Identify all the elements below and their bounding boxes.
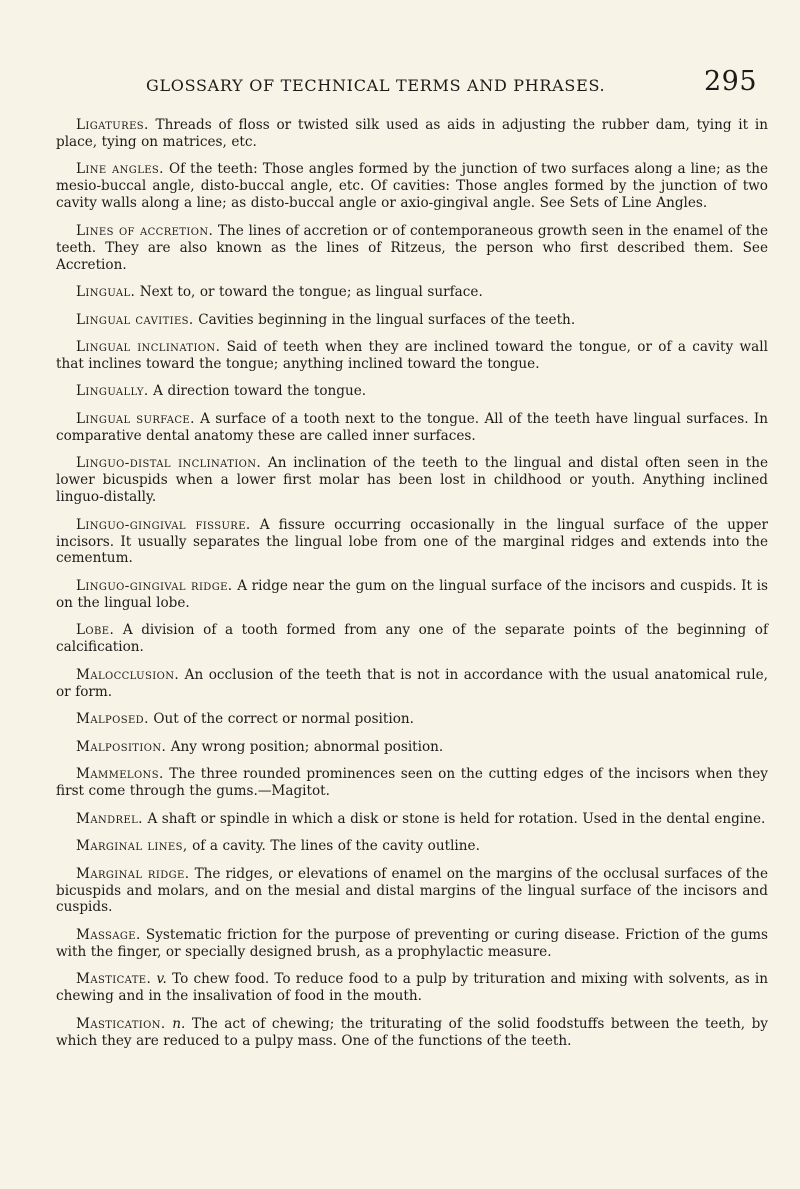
glossary-entry <box>56 766 768 800</box>
entry-part-of-speech: n. <box>172 1015 186 1032</box>
entry-definition: Cavities beginning in the lingual surfaces of the teeth. <box>198 311 576 328</box>
entry-term: Lobe. <box>76 622 115 639</box>
entry-definition: Systematic friction for the purpose of preventing or curing disease. Friction of the gums with the finger, or specially designed brush, as a prophylactic measure. <box>56 926 768 960</box>
entry-term: Lines of accretion. <box>76 222 214 239</box>
glossary-entry <box>56 161 768 212</box>
glossary-entry <box>56 517 768 568</box>
entry-definition: Next to, or toward the tongue; as lingual surface. <box>139 284 483 301</box>
running-title: GLOSSARY OF TECHNICAL TERMS AND PHRASES. <box>146 76 606 95</box>
entry-definition: Any wrong position; abnormal position. <box>170 738 444 755</box>
glossary-entry <box>56 223 768 274</box>
glossary-entries <box>56 117 768 1060</box>
entry-term: Marginal ridge. <box>76 865 190 882</box>
glossary-entry <box>56 455 768 506</box>
glossary-entry <box>56 711 768 728</box>
entry-term: Lingual surface. <box>76 410 195 427</box>
glossary-entry <box>56 838 768 855</box>
entry-term: Marginal lines, <box>76 838 188 855</box>
glossary-entry <box>56 667 768 701</box>
glossary-entry <box>56 1016 768 1050</box>
entry-term: Massage. <box>76 926 141 943</box>
entry-term: Lingual inclination. <box>76 339 221 356</box>
entry-term: Ligatures. <box>76 117 149 133</box>
entry-term: Lingual. <box>76 284 136 301</box>
glossary-entry <box>56 578 768 612</box>
glossary-entry <box>56 927 768 961</box>
entry-term: Mastication. <box>76 1015 166 1032</box>
entry-definition: A surface of a tooth next to the tongue. All of the teeth have lingual surfaces. In comparative dental anatomy these are called inner surfaces. <box>56 410 768 444</box>
entry-part-of-speech: v. <box>156 971 167 988</box>
entry-definition: A shaft or spindle in which a disk or stone is held for rotation. Used in the dental engine. <box>147 810 766 827</box>
glossary-entry <box>56 971 768 1005</box>
entry-term: Line angles. <box>76 161 164 178</box>
glossary-entry <box>56 411 768 445</box>
entry-definition: A ridge near the gum on the lingual surface of the incisors and cuspids. It is on the lingual lobe. <box>56 577 768 611</box>
entry-definition: Out of the correct or normal position. <box>153 711 414 728</box>
page-number: 295 <box>704 66 758 97</box>
entry-definition: An occlusion of the teeth that is not in accordance with the usual anatomical rule, or form. <box>56 666 768 700</box>
entry-term: Malposition. <box>76 738 167 755</box>
entry-definition: A direction toward the tongue. <box>153 383 367 400</box>
glossary-entry <box>56 811 768 828</box>
glossary-entry <box>56 117 768 151</box>
glossary-entry <box>56 284 768 301</box>
glossary-entry <box>56 312 768 329</box>
entry-term: Lingual cavities. <box>76 311 194 328</box>
entry-definition: An inclination of the teeth to the lingual and distal often seen in the lower bicuspids when a lower first molar has been lost in childhood or youth. Anything inclined linguo-distally. <box>56 455 769 506</box>
entry-term: Linguo-gingival ridge. <box>76 577 233 594</box>
entry-definition: A fissure occurring occasionally in the lingual surface of the upper incisors. It usually separates the lingual lobe from one of the marginal ridges and extends into the cementum. <box>56 516 768 567</box>
entry-term: Mammelons. <box>76 766 164 783</box>
glossary-entry <box>56 383 768 400</box>
entry-term: Mandrel. <box>76 810 143 827</box>
entry-definition: To chew food. To reduce food to a pulp by trituration and mixing with solvents, as in chewing and in the insalivation of food in the mouth. <box>56 971 768 1005</box>
glossary-entry <box>56 739 768 756</box>
entry-definition: Said of teeth when they are inclined toward the tongue, or of a cavity wall that inclines toward the tongue; anything inclined toward the tongue. <box>56 339 768 372</box>
entry-term: Linguo-gingival fissure. <box>76 516 251 533</box>
entry-term: Lingually. <box>76 383 149 400</box>
entry-definition: Of the teeth: Those angles formed by the junction of two surfaces along a line; as the mesio-buccal angle, disto-buccal angle, etc. Of cavities: Those angles formed by the junction of two cavity walls along a line; as disto-buccal angle or axio-gingival angle. See Sets of Line Angles. <box>56 161 769 212</box>
entry-definition: of a cavity. The lines of the cavity outline. <box>192 838 480 855</box>
entry-definition: The three rounded prominences seen on the cutting edges of the incisors when they first come through the gums.—Magitot. <box>56 766 768 800</box>
entry-term: Masticate. <box>76 971 152 988</box>
glossary-entry <box>56 866 768 917</box>
entry-definition: The lines of accretion or of contemporaneous growth seen in the enamel of the teeth. They are also known as the lines of Ritzeus, the person who first described them. See Accretion. <box>56 222 769 273</box>
entry-definition: The ridges, or elevations of enamel on the margins of the occlusal surfaces of the bicuspids and molars, and on the mesial and distal margins of the lingual surface of the incisors and cuspids. <box>56 865 769 916</box>
entry-term: Malocclusion. <box>76 666 180 683</box>
entry-definition: A division of a tooth formed from any one of the separate points of the beginning of calcification. <box>56 622 768 656</box>
running-header <box>0 66 800 106</box>
entry-definition: Threads of floss or twisted silk used as aids in adjusting the rubber dam, tying it in place, tying on matrices, etc. <box>56 117 768 150</box>
entry-term: Malposed. <box>76 711 149 728</box>
glossary-entry <box>56 622 768 656</box>
entry-definition: The act of chewing; the triturating of the solid foodstuffs between the teeth, by which they are reduced to a pulpy mass. One of the functions of the teeth. <box>56 1015 768 1049</box>
entry-term: Linguo-distal inclination. <box>76 455 262 472</box>
glossary-entry <box>56 339 768 373</box>
